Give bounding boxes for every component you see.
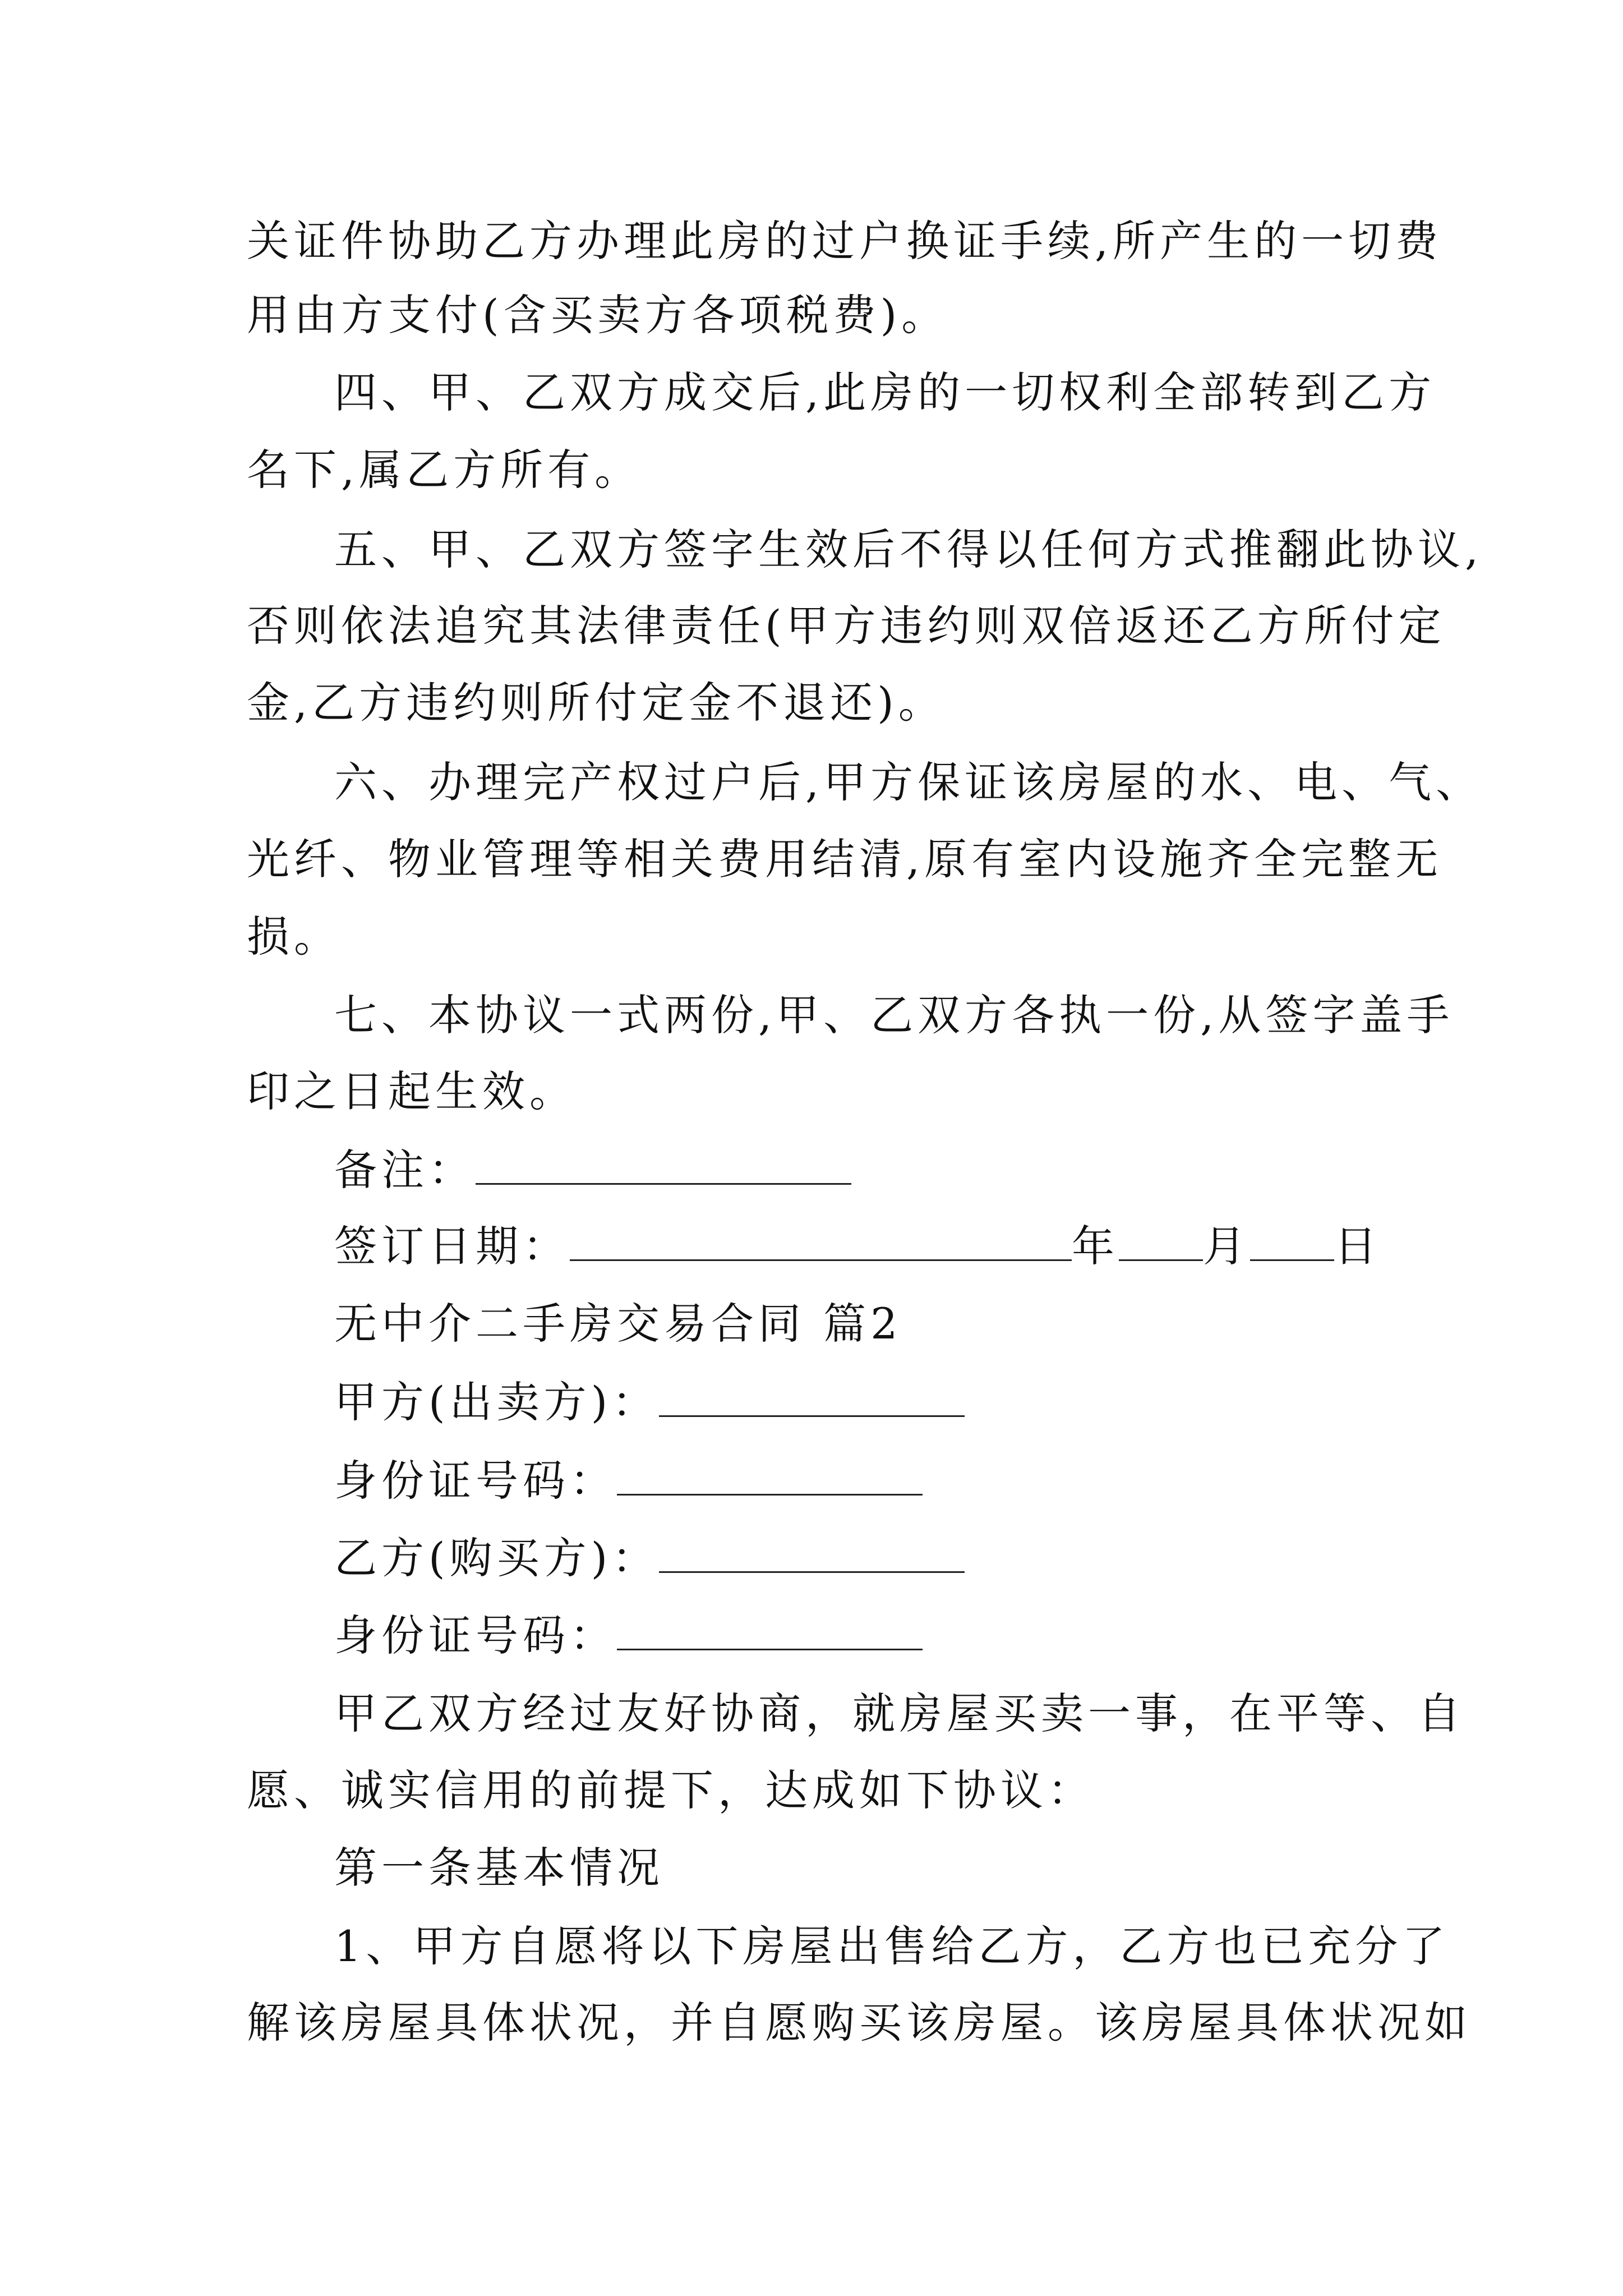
year-label: 年 xyxy=(1072,1221,1119,1271)
month-blank[interactable] xyxy=(1119,1223,1203,1261)
remarks-label: 备注： xyxy=(334,1145,476,1195)
clause-heading: 第一条基本情况 xyxy=(334,1843,664,1893)
remarks-row xyxy=(334,1142,851,1198)
id-b-label: 身份证号码： xyxy=(334,1611,617,1660)
day-label: 日 xyxy=(1334,1221,1381,1271)
paragraph-line: 愿、诚实信用的前提下，达成如下协议： xyxy=(247,1765,1095,1815)
party-a-row xyxy=(334,1374,965,1430)
id-a-blank[interactable] xyxy=(617,1458,923,1496)
paragraph-line: 四、甲、乙双方成交后,此房的一切权利全部转到乙方 xyxy=(334,367,1436,417)
sign-date-label: 签订日期： xyxy=(334,1221,570,1271)
month-label: 月 xyxy=(1203,1221,1250,1271)
paragraph-line: 甲乙双方经过友好协商，就房屋买卖一事，在平等、自 xyxy=(334,1688,1465,1738)
paragraph-line: 关证件协助乙方办理此房的过户换证手续,所产生的一切费 xyxy=(247,216,1443,266)
paragraph-line: 印之日起生效。 xyxy=(247,1066,577,1116)
day-blank[interactable] xyxy=(1250,1223,1334,1261)
paragraph-line: 七、本协议一式两份,甲、乙双方各执一份,从签字盖手 xyxy=(334,990,1454,1040)
section-title: 无中介二手房交易合同 篇2 xyxy=(334,1299,902,1349)
year-blank[interactable] xyxy=(570,1223,1072,1261)
id-b-row xyxy=(334,1608,923,1664)
party-b-blank[interactable] xyxy=(659,1535,965,1573)
paragraph-line: 用由方支付(含买卖方各项税费)。 xyxy=(247,290,949,340)
party-a-blank[interactable] xyxy=(659,1379,965,1417)
paragraph-line: 金,乙方违约则所付定金不退还)。 xyxy=(247,678,946,728)
remarks-blank[interactable] xyxy=(476,1147,851,1185)
id-b-blank[interactable] xyxy=(617,1613,923,1650)
paragraph-line: 否则依法追究其法律责任(甲方违约则双倍返还乙方所付定 xyxy=(247,601,1446,651)
party-a-label: 甲方(出卖方)： xyxy=(334,1377,660,1427)
paragraph-line: 解该房屋具体状况，并自愿购买该房屋。该房屋具体状况如 xyxy=(247,1998,1472,2047)
paragraph-line: 六、办理完产权过户后,甲方保证该房屋的水、电、气、 xyxy=(334,757,1483,807)
paragraph-line: 光纤、物业管理等相关费用结清,原有室内设施齐全完整无 xyxy=(247,834,1443,884)
id-a-row xyxy=(334,1453,923,1509)
id-a-label: 身份证号码： xyxy=(334,1456,617,1506)
paragraph-line: 名下,属乙方所有。 xyxy=(247,445,642,495)
paragraph-line: 1、甲方自愿将以下房屋出售给乙方，乙方也已充分了 xyxy=(334,1921,1450,1971)
party-b-row xyxy=(334,1530,965,1586)
sign-date-row xyxy=(334,1218,1381,1274)
party-b-label: 乙方(购买方)： xyxy=(334,1533,660,1583)
paragraph-line: 五、甲、乙双方签字生效后不得以任何方式推翻此协议, xyxy=(334,524,1483,574)
paragraph-line: 损。 xyxy=(247,912,341,961)
